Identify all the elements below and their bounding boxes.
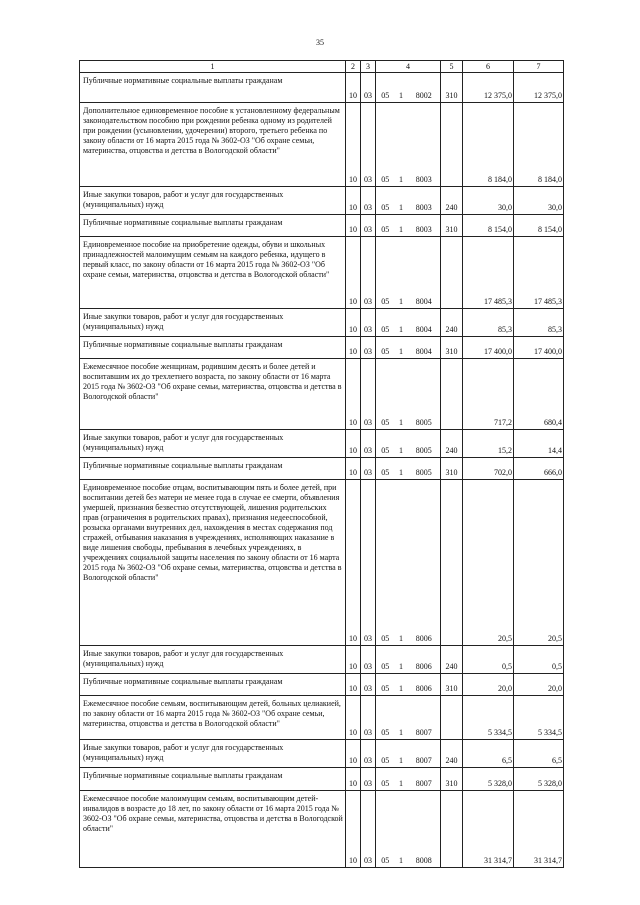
subprogram-code: 1: [395, 480, 408, 646]
expense-type-code: [441, 103, 463, 187]
row-description: Публичные нормативные социальные выплаты гражданам: [80, 73, 346, 103]
amount-col-6: 17 485,3: [463, 237, 514, 309]
subsection-code: 03: [361, 309, 376, 337]
section-code: 10: [346, 337, 361, 359]
program-code: 05: [376, 674, 395, 696]
direction-code: 8002: [408, 73, 441, 103]
row-description: Единовременное пособие на приобретение одежды, обуви и школьных принадлежностей малоимущим семьям на каждого ребенка, идущего в первый класс, по закону области от 16 марта 2015 года № 3602-ОЗ "Об охране семьи, материнства, отцовства и детства в Вологодской области": [80, 237, 346, 309]
subprogram-code: 1: [395, 337, 408, 359]
subprogram-code: 1: [395, 359, 408, 430]
direction-code: 8008: [408, 791, 441, 868]
expense-type-code: [441, 359, 463, 430]
expense-type-code: 310: [441, 674, 463, 696]
amount-col-7: 6,5: [514, 740, 564, 768]
amount-col-6: 12 375,0: [463, 73, 514, 103]
program-code: 05: [376, 646, 395, 674]
subsection-code: 03: [361, 696, 376, 740]
section-code: 10: [346, 73, 361, 103]
row-description: Иные закупки товаров, работ и услуг для государственных (муниципальных) нужд: [80, 309, 346, 337]
subsection-code: 03: [361, 73, 376, 103]
row-description: Иные закупки товаров, работ и услуг для государственных (муниципальных) нужд: [80, 187, 346, 215]
amount-col-6: 717,2: [463, 359, 514, 430]
amount-col-7: 5 334,5: [514, 696, 564, 740]
amount-col-7: 12 375,0: [514, 73, 564, 103]
subprogram-code: 1: [395, 215, 408, 237]
program-code: 05: [376, 359, 395, 430]
table-header-row: [80, 61, 564, 73]
direction-code: 8003: [408, 215, 441, 237]
subprogram-code: 1: [395, 791, 408, 868]
amount-col-7: 20,0: [514, 674, 564, 696]
program-code: 05: [376, 103, 395, 187]
section-code: 10: [346, 696, 361, 740]
direction-code: 8005: [408, 458, 441, 480]
row-description: Публичные нормативные социальные выплаты гражданам: [80, 458, 346, 480]
table-row: [80, 187, 564, 215]
program-code: 05: [376, 740, 395, 768]
subsection-code: 03: [361, 103, 376, 187]
subprogram-code: 1: [395, 768, 408, 791]
amount-col-7: 85,3: [514, 309, 564, 337]
table-row: [80, 337, 564, 359]
direction-code: 8007: [408, 768, 441, 791]
expense-type-code: 240: [441, 187, 463, 215]
subsection-code: 03: [361, 740, 376, 768]
direction-code: 8007: [408, 740, 441, 768]
subsection-code: 03: [361, 187, 376, 215]
direction-code: 8006: [408, 480, 441, 646]
section-code: 10: [346, 359, 361, 430]
amount-col-7: 5 328,0: [514, 768, 564, 791]
table-row: [80, 359, 564, 430]
amount-col-6: 8 184,0: [463, 103, 514, 187]
row-description: Публичные нормативные социальные выплаты гражданам: [80, 215, 346, 237]
section-code: 10: [346, 187, 361, 215]
subsection-code: 03: [361, 430, 376, 458]
subsection-code: 03: [361, 791, 376, 868]
program-code: 05: [376, 430, 395, 458]
direction-code: 8006: [408, 674, 441, 696]
table-row: [80, 646, 564, 674]
row-description: Единовременное пособие отцам, воспитывающим пять и более детей, при воспитании детей без матери не менее года в случае ее смерти, объявления умершей, признания безвестно отсутствующей, лишения родительских прав (ограничения в родительских правах), признания недееспособной, розыска органами внутренних дел, нахождения в местах содержания под стражей, отбывания наказания в учреждениях, исполняющих наказание в виде лишения свободы, пребывания в лечебных учреждениях, в учреждениях социальной защиты населения по закону области от 16 марта 2015 года № 3602-ОЗ "Об охране семьи, материнства, отцовства и детства в Вологодской области": [80, 480, 346, 646]
expense-type-code: 240: [441, 309, 463, 337]
section-code: 10: [346, 309, 361, 337]
expense-type-code: 310: [441, 215, 463, 237]
table-row: [80, 674, 564, 696]
table-row: [80, 215, 564, 237]
section-code: 10: [346, 103, 361, 187]
subprogram-code: 1: [395, 73, 408, 103]
header-cell-6: 6: [463, 61, 514, 73]
expense-type-code: 310: [441, 337, 463, 359]
amount-col-7: 8 154,0: [514, 215, 564, 237]
row-description: Публичные нормативные социальные выплаты гражданам: [80, 337, 346, 359]
table-row: [80, 430, 564, 458]
row-description: Дополнительное единовременное пособие к установленному федеральным законодательством пособию при рождении ребенка одному из родителей при рождении (усыновлении, удочерении) второго, третьего ребенка по закону области от 16 марта 2015 года № 3602-ОЗ "Об охране семьи, материнства, отцовства и детства в Вологодской области": [80, 103, 346, 187]
subprogram-code: 1: [395, 740, 408, 768]
amount-col-6: 0,5: [463, 646, 514, 674]
expense-type-code: 240: [441, 646, 463, 674]
header-cell-5: 5: [441, 61, 463, 73]
subsection-code: 03: [361, 458, 376, 480]
direction-code: 8006: [408, 646, 441, 674]
section-code: 10: [346, 791, 361, 868]
row-description: Иные закупки товаров, работ и услуг для государственных (муниципальных) нужд: [80, 646, 346, 674]
budget-table: [79, 60, 564, 868]
program-code: 05: [376, 309, 395, 337]
amount-col-6: 5 334,5: [463, 696, 514, 740]
direction-code: 8005: [408, 359, 441, 430]
subprogram-code: 1: [395, 103, 408, 187]
section-code: 10: [346, 480, 361, 646]
subprogram-code: 1: [395, 696, 408, 740]
subprogram-code: 1: [395, 430, 408, 458]
program-code: 05: [376, 237, 395, 309]
subsection-code: 03: [361, 674, 376, 696]
section-code: 10: [346, 458, 361, 480]
amount-col-7: 0,5: [514, 646, 564, 674]
row-description: Иные закупки товаров, работ и услуг для государственных (муниципальных) нужд: [80, 740, 346, 768]
amount-col-7: 17 485,3: [514, 237, 564, 309]
amount-col-7: 17 400,0: [514, 337, 564, 359]
row-description: Публичные нормативные социальные выплаты гражданам: [80, 768, 346, 791]
table-row: [80, 458, 564, 480]
section-code: 10: [346, 430, 361, 458]
section-code: 10: [346, 215, 361, 237]
amount-col-7: 666,0: [514, 458, 564, 480]
amount-col-6: 6,5: [463, 740, 514, 768]
subprogram-code: 1: [395, 309, 408, 337]
amount-col-6: 5 328,0: [463, 768, 514, 791]
program-code: 05: [376, 791, 395, 868]
direction-code: 8004: [408, 309, 441, 337]
page-number: 35: [316, 38, 324, 47]
subsection-code: 03: [361, 337, 376, 359]
program-code: 05: [376, 187, 395, 215]
amount-col-7: 8 184,0: [514, 103, 564, 187]
subprogram-code: 1: [395, 187, 408, 215]
row-description: Ежемесячное пособие женщинам, родившим десять и более детей и воспитавшим их до трехлетнего возраста, по закону области от 16 марта 2015 года № 3602-ОЗ "Об охране семьи, материнства, отцовства и детства в Вологодской области": [80, 359, 346, 430]
subprogram-code: 1: [395, 237, 408, 309]
table-row: [80, 103, 564, 187]
subprogram-code: 1: [395, 674, 408, 696]
subsection-code: 03: [361, 480, 376, 646]
header-cell-3: 3: [361, 61, 376, 73]
program-code: 05: [376, 215, 395, 237]
amount-col-6: 31 314,7: [463, 791, 514, 868]
table-row: [80, 237, 564, 309]
program-code: 05: [376, 480, 395, 646]
direction-code: 8004: [408, 337, 441, 359]
header-cell-7: 7: [514, 61, 564, 73]
amount-col-6: 702,0: [463, 458, 514, 480]
table-row: [80, 73, 564, 103]
amount-col-7: 20,5: [514, 480, 564, 646]
subsection-code: 03: [361, 646, 376, 674]
subsection-code: 03: [361, 237, 376, 309]
amount-col-7: 30,0: [514, 187, 564, 215]
header-cell-1: 1: [80, 61, 346, 73]
subprogram-code: 1: [395, 646, 408, 674]
section-code: 10: [346, 237, 361, 309]
subsection-code: 03: [361, 768, 376, 791]
amount-col-6: 20,0: [463, 674, 514, 696]
section-code: 10: [346, 674, 361, 696]
amount-col-6: 30,0: [463, 187, 514, 215]
amount-col-7: 31 314,7: [514, 791, 564, 868]
amount-col-6: 20,5: [463, 480, 514, 646]
expense-type-code: [441, 696, 463, 740]
table-row: [80, 791, 564, 868]
amount-col-6: 15,2: [463, 430, 514, 458]
direction-code: 8007: [408, 696, 441, 740]
subsection-code: 03: [361, 215, 376, 237]
row-description: Публичные нормативные социальные выплаты гражданам: [80, 674, 346, 696]
section-code: 10: [346, 768, 361, 791]
expense-type-code: 240: [441, 430, 463, 458]
expense-type-code: 310: [441, 73, 463, 103]
table-row: [80, 768, 564, 791]
program-code: 05: [376, 73, 395, 103]
row-description: Иные закупки товаров, работ и услуг для государственных (муниципальных) нужд: [80, 430, 346, 458]
expense-type-code: [441, 791, 463, 868]
amount-col-6: 8 154,0: [463, 215, 514, 237]
table-row: [80, 309, 564, 337]
expense-type-code: 310: [441, 458, 463, 480]
header-cell-2: 2: [346, 61, 361, 73]
amount-col-7: 14,4: [514, 430, 564, 458]
section-code: 10: [346, 646, 361, 674]
table-row: [80, 696, 564, 740]
amount-col-6: 85,3: [463, 309, 514, 337]
expense-type-code: 310: [441, 768, 463, 791]
program-code: 05: [376, 768, 395, 791]
table-row: [80, 480, 564, 646]
direction-code: 8005: [408, 430, 441, 458]
section-code: 10: [346, 740, 361, 768]
program-code: 05: [376, 458, 395, 480]
amount-col-7: 680,4: [514, 359, 564, 430]
amount-col-6: 17 400,0: [463, 337, 514, 359]
table-row: [80, 740, 564, 768]
row-description: Ежемесячное пособие малоимущим семьям, воспитывающим детей-инвалидов в возрасте до 18 лет, по закону области от 16 марта 2015 года № 3602-ОЗ "Об охране семьи, материнства, отцовства и детства в Вологодской области": [80, 791, 346, 868]
program-code: 05: [376, 696, 395, 740]
direction-code: 8003: [408, 187, 441, 215]
header-cell-4: 4: [376, 61, 441, 73]
subprogram-code: 1: [395, 458, 408, 480]
direction-code: 8004: [408, 237, 441, 309]
subsection-code: 03: [361, 359, 376, 430]
expense-type-code: 240: [441, 740, 463, 768]
direction-code: 8003: [408, 103, 441, 187]
expense-type-code: [441, 480, 463, 646]
program-code: 05: [376, 337, 395, 359]
expense-type-code: [441, 237, 463, 309]
row-description: Ежемесячное пособие семьям, воспитывающим детей, больных целиакией, по закону области от 16 марта 2015 года № 3602-ОЗ "Об охране семьи, материнства, отцовства и детства в Вологодской области": [80, 696, 346, 740]
